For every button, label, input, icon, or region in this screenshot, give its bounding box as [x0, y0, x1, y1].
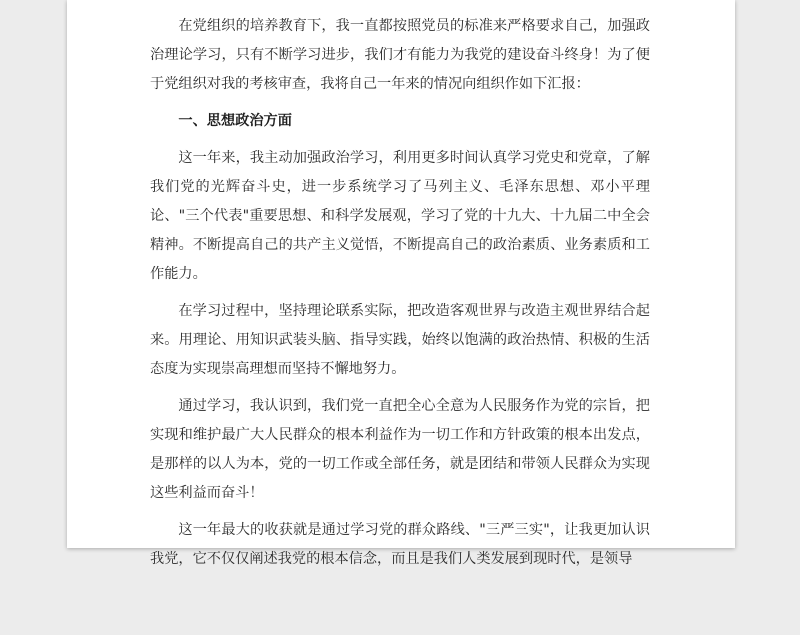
paragraph-harvest: 这一年最大的收获就是通过学习党的群众路线、"三严三实"，让我更加认识我党，它不仅仅阐述我党的根本信念，而且是我们人类发展到现时代，是领导 [150, 522, 650, 567]
paragraph-study: 这一年来，我主动加强政治学习，利用更多时间认真学习党史和党章，了解我们党的光辉奋斗史，进一步系统学习了马列主义、毛泽东思想、邓小平理论、"三个代表"重要思想、和科学发展观，学习了党的十九大、十九届二中全会精神。不断提高自己的共产主义觉悟，不断提高自己的政治素质、业务素质和工作能力。 [150, 150, 650, 282]
document-page [67, 0, 735, 567]
paragraph-intro: 在党组织的培养教育下，我一直都按照党员的标准来严格要求自己，加强政治理论学习，只有不断学习进步，我们才有能力为我党的建设奋斗终身！为了便于党组织对我的考核审查，我将自己一年来的情况向组织作如下汇报： [150, 18, 650, 92]
section-heading-ideology: 一、思想政治方面 [178, 113, 292, 129]
paragraph-practice: 在学习过程中，坚持理论联系实际，把改造客观世界与改造主观世界结合起来。用理论、用知识武装头脑、指导实践，始终以饱满的政治热情、积极的生活态度为实现崇高理想而坚持不懈地努力。 [150, 303, 650, 377]
document-body [150, 12, 650, 582]
paragraph-understanding: 通过学习，我认识到，我们党一直把全心全意为人民服务作为党的宗旨，把实现和维护最广大人民群众的根本利益作为一切工作和方针政策的根本出发点，是那样的以人为本，党的一切工作或全部任务，就是团结和带领人民群众为实现这些利益而奋斗！ [150, 398, 650, 501]
